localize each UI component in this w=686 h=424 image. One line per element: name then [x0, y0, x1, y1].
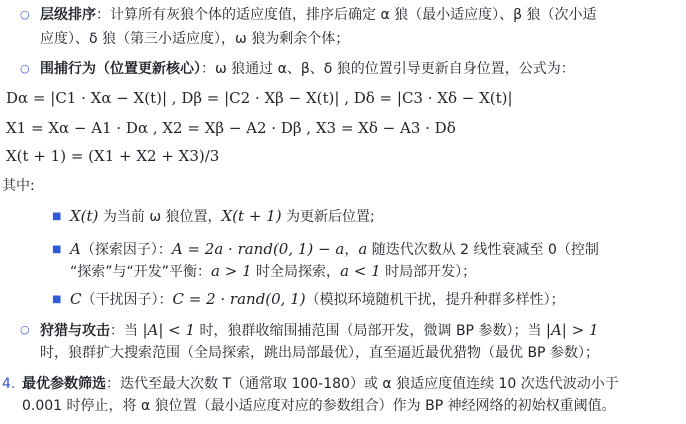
math-abs-a-lt: |A| < 1: [142, 321, 196, 339]
formula-candidate: [6, 116, 456, 140]
item-text: ：ω 狼通过 α、β、δ 狼的位置引导更新自身位置，公式为：: [201, 61, 575, 77]
circle-bullet-icon: ○: [20, 62, 30, 75]
sub-item-x: [70, 204, 375, 229]
math-a-lt: a < 1: [340, 262, 381, 280]
square-bullet-icon: ■: [52, 244, 62, 255]
circle-bullet-icon: ○: [20, 8, 30, 21]
item-text: ：当: [110, 323, 143, 339]
math-c-symbol: C: [70, 290, 82, 308]
math-a-formula: A = 2a · rand(0, 1) − a: [171, 240, 345, 258]
item-text: 为更新后位置;: [281, 209, 375, 225]
circle-bullet-icon: ○: [20, 323, 30, 336]
sub-item-c: [70, 287, 565, 312]
item-text: （模拟环境随机干扰，提升种群多样性）；: [305, 292, 565, 308]
math-x-t: X(t): [70, 207, 99, 225]
list-number: 4.: [2, 376, 16, 392]
list-item-optimal-cont: [22, 394, 616, 418]
where-label: 其中:: [2, 178, 35, 194]
item-text: 应度）、δ 狼（第三小适应度），ω 狼为剩余个体；: [40, 31, 350, 47]
item-text: 0.001 时停止，将 α 狼位置（最小适应度对应的参数组合）作为 BP 神经网络的初始权重阈值。: [22, 398, 616, 414]
formula-text: X1 = Xα − A1 · Dα , X2 = Xβ − A2 · Dβ , X3 = Xδ − A3 · Dδ: [6, 119, 456, 137]
list-item-rank: [40, 3, 597, 27]
formula-text: X(t + 1) = (X1 + X2 + X3)/3: [6, 147, 220, 165]
item-text: 时局部开发）；: [380, 264, 477, 280]
list-item-attack: [40, 318, 599, 343]
math-c-formula: C = 2 · rand(0, 1): [172, 290, 306, 308]
sub-item-a-cont: [70, 259, 476, 284]
square-bullet-icon: ■: [52, 294, 62, 305]
item-text: “探索”与“开发”平衡：: [70, 264, 212, 280]
item-text: 为当前 ω 狼位置，: [98, 209, 222, 225]
item-text: 时，狼群收缩围捕范围（局部开发，微调 BP 参数）；当: [195, 323, 546, 339]
formula-distance: [6, 86, 513, 110]
item-label: 最优参数筛选: [22, 376, 106, 392]
item-text: ，: [344, 242, 359, 258]
formula-text: Dα = |C1 · Xα − X(t)| , Dβ = |C2 · Xβ − X(t)| , Dδ = |C3 · Xδ − X(t)|: [6, 89, 513, 107]
item-text: 时全局探索，: [251, 264, 341, 280]
item-text: ：迭代至最大次数 T（通常取 100-180）或 α 狼适应度值连续 10 次迭代波动小于: [106, 376, 619, 392]
math-a-gt: a > 1: [211, 262, 252, 280]
math-abs-a-gt: |A| > 1: [545, 321, 599, 339]
item-text: 时，狼群扩大搜索范围（全局探索，跳出局部最优），直至逼近最优猎物（最优 BP 参数）；: [40, 345, 599, 361]
math-x-t1: X(t + 1): [221, 207, 282, 225]
item-label: 层级排序: [40, 7, 96, 23]
list-item-optimal: [22, 372, 619, 396]
item-text: （探索因子）：: [80, 242, 172, 258]
math-a-symbol: A: [70, 240, 81, 258]
formula-update: [6, 144, 219, 168]
list-item-encircle: [40, 57, 575, 81]
item-label: 狩猎与攻击: [40, 323, 110, 339]
math-a-var: a: [358, 240, 368, 258]
list-item-rank-cont: [40, 27, 349, 51]
list-item-attack-cont: [40, 341, 599, 365]
item-label: 围捕行为（位置更新核心）: [40, 61, 201, 77]
square-bullet-icon: ■: [52, 211, 62, 222]
item-text: （干扰因子）：: [81, 292, 173, 308]
item-text: 随迭代次数从 2 线性衰减至 0（控制: [367, 242, 599, 258]
item-text: ：计算所有灰狼个体的适应度值，排序后确定 α 狼（最小适应度）、β 狼（次小适: [96, 7, 597, 23]
